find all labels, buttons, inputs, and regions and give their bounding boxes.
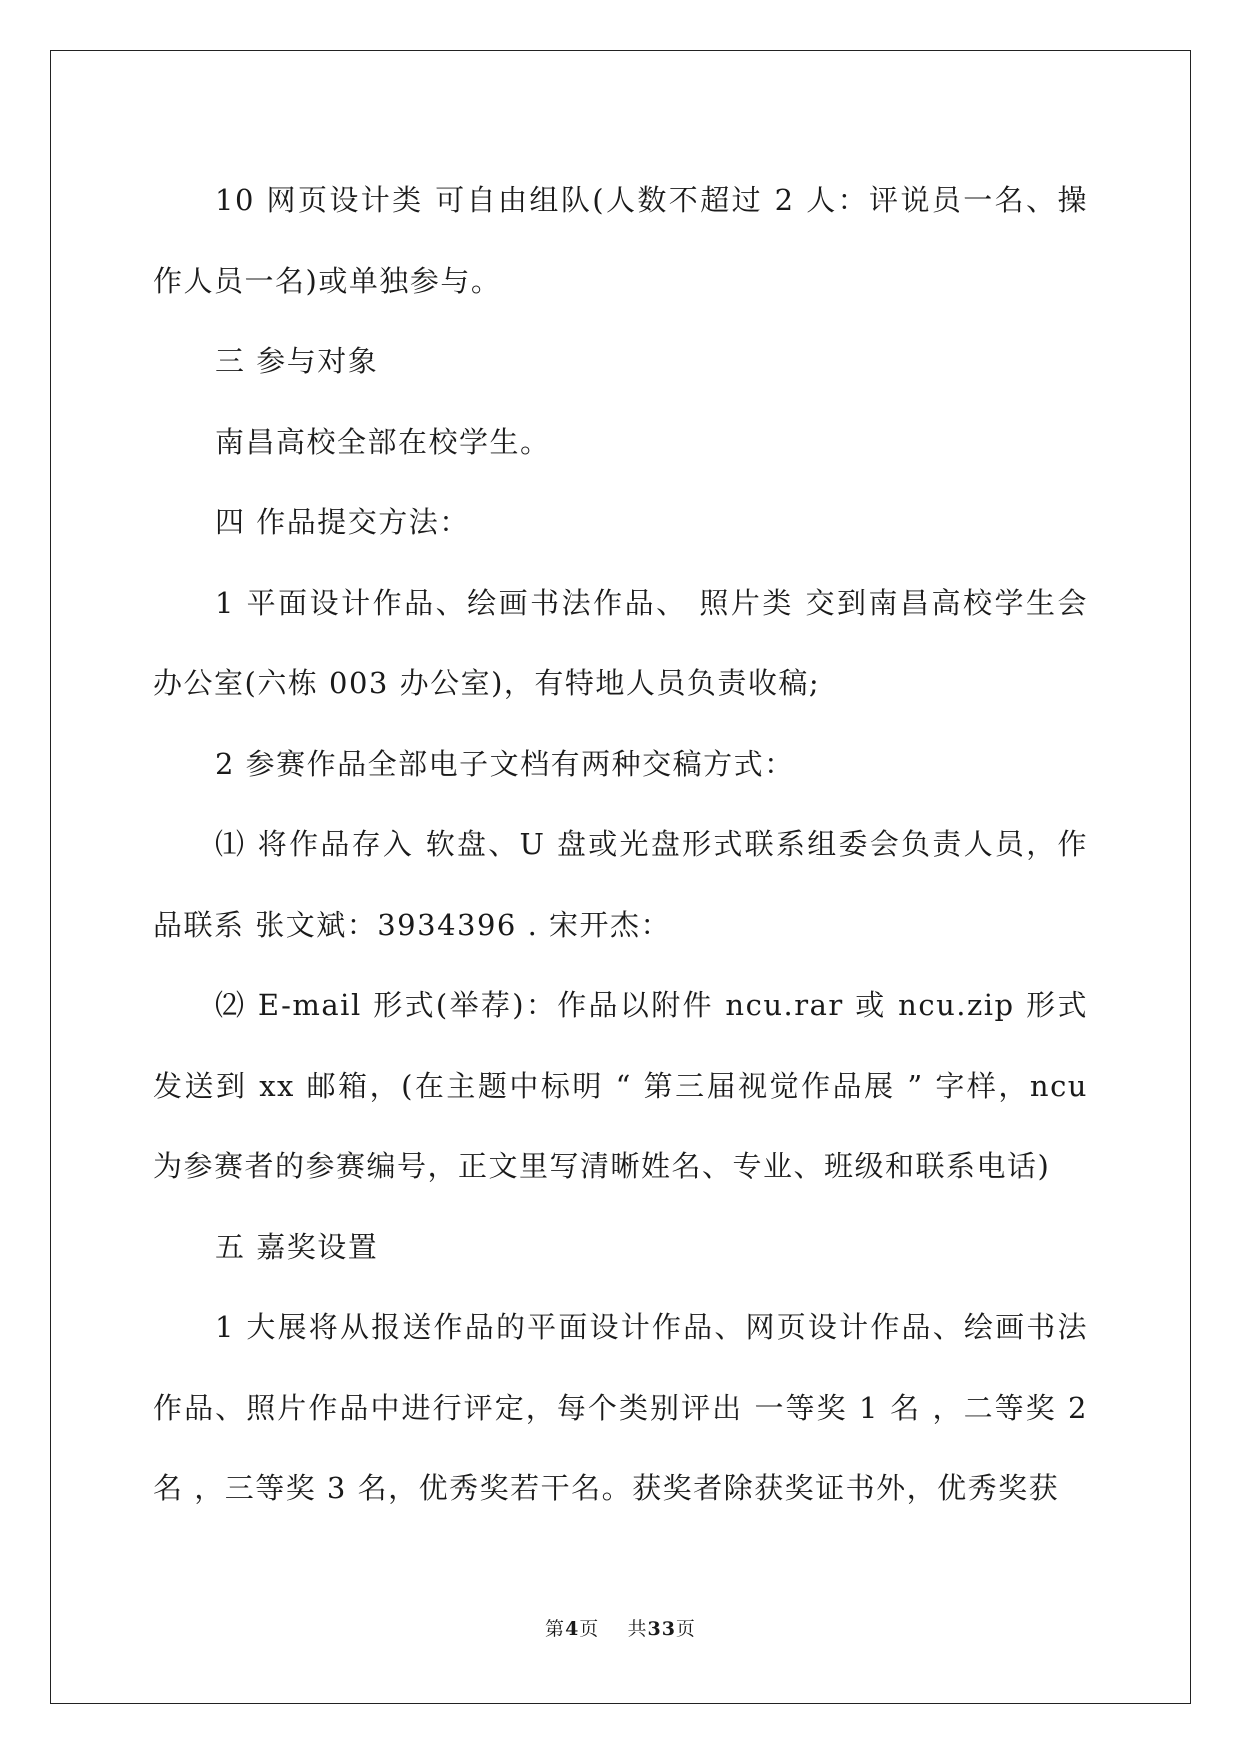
footer-mid: 页 共 [579, 1618, 648, 1640]
paragraph-submission-email: ⑵ E-mail 形式(举荐)：作品以附件 ncu.rar 或 ncu.zip 形式发送到 xx 邮箱，(在主题中标明 “ 第三届视觉作品展 ” 字样，ncu 为参赛者的参赛编号，正文里写清晰姓名、专业、班级和联系电话) [153, 988, 1088, 1183]
page-footer [0, 1614, 1241, 1641]
footer-suffix: 页 [675, 1618, 696, 1640]
current-page-number: 4 [565, 1618, 580, 1640]
paragraph-submission-disk: ⑴ 将作品存入 软盘、U 盘或光盘形式联系组委会负责人员，作品联系 张文斌：3934396 . 宋开杰： [153, 827, 1088, 942]
document-body [153, 160, 1088, 1529]
total-page-count: 33 [647, 1618, 676, 1640]
paragraph-awards-1: 1 大展将从报送作品的平面设计作品、网页设计作品、绘画书法作品、照片作品中进行评定，每个类别评出 一等奖 1 名 ，二等奖 2 名 ，三等奖 3 名，优秀奖若干名。获奖者除获奖证书外，优秀奖获 [153, 1310, 1088, 1505]
paragraph-submission-2: 2 参赛作品全部电子文档有两种交稿方式： [215, 746, 795, 781]
heading-submission-method: 四 作品提交方法： [215, 505, 470, 539]
paragraph-participants: 南昌高校全部在校学生。 [215, 424, 551, 459]
paragraph-web-design-team: 10 网页设计类 可自由组队(人数不超过 2 人：评说员一名、操作人员一名)或单独参与。 [153, 183, 1088, 298]
footer-prefix: 第 [545, 1618, 566, 1640]
heading-participants: 三 参与对象 [215, 344, 379, 378]
paragraph-submission-1: 1 平面设计作品、绘画书法作品、 照片类 交到南昌高校学生会办公室(六栋 003 办公室)，有特地人员负责收稿; [153, 585, 1088, 700]
heading-awards: 五 嘉奖设置 [215, 1229, 379, 1264]
